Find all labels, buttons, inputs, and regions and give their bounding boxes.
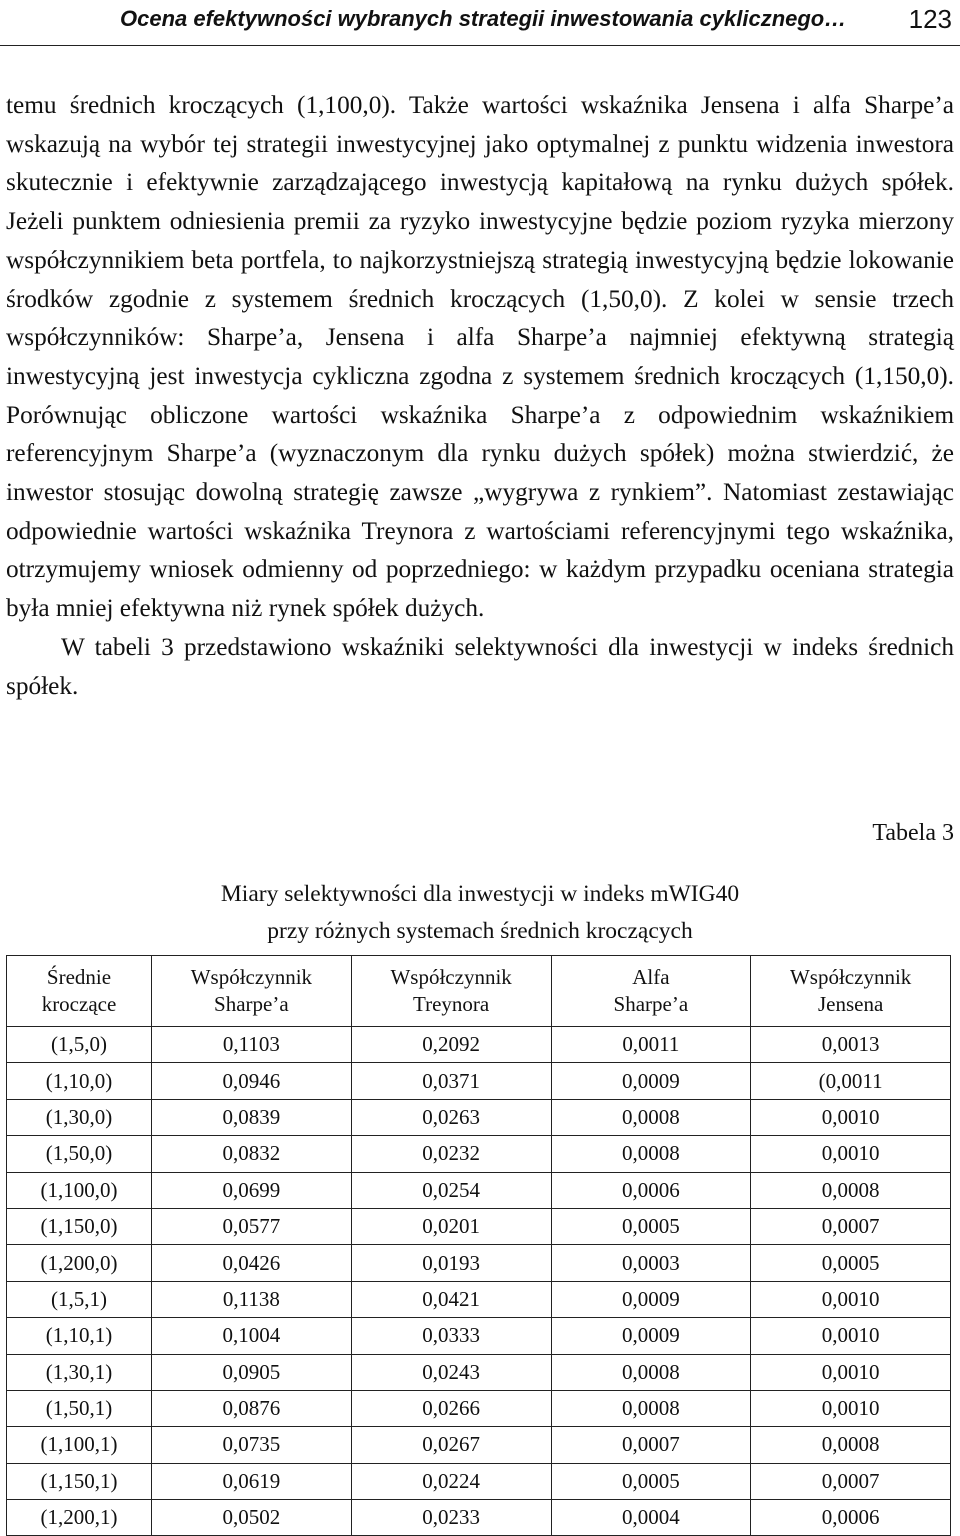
page-number: 123 (908, 4, 952, 34)
table-cell-value: 0,0201 (351, 1208, 551, 1244)
header-moving-averages (7, 956, 152, 1027)
table-cell-value: 0,0426 (152, 1245, 352, 1281)
table-cell-system: (1,50,0) (7, 1136, 152, 1172)
header-text: Sharpe’a (613, 992, 689, 1016)
table-caption-line-1: Miary selektywności dla inwestycji w indeks mWIG40 (220, 881, 740, 907)
table-header-row (7, 956, 951, 1027)
table-cell-system: (1,150,0) (7, 1208, 152, 1244)
header-text: Sharpe’a (214, 992, 289, 1016)
table-cell-value: 0,0010 (751, 1318, 951, 1354)
table-cell-value: 0,1103 (152, 1027, 352, 1063)
table-cell-value: 0,0011 (551, 1027, 751, 1063)
table-cell-value: 0,0224 (351, 1463, 551, 1499)
table-cell-value: 0,0009 (551, 1281, 751, 1317)
table-cell-system: (1,5,0) (7, 1027, 152, 1063)
table-cell-value: 0,0839 (152, 1099, 352, 1135)
table-cell-system: (1,100,0) (7, 1172, 152, 1208)
paragraph-1: temu średnich kroczących (1,100,0). Także wartości wskaźnika Jensena i alfa Sharpe’a wskazują na wybór tej strategii inwestycyjnej jako optymalnej z punktu widzenia inwestora skutecznie i efektywnie zarządzającego inwestycją kapitałową na rynku dużych spółek. Jeżeli punktem odniesienia premii za ryzyko inwestycyjne będzie poziom ryzyka mierzony współczynnikiem beta portfela, to najkorzystniejszą strategią inwestycyjną będzie lokowanie środków zgodnie z systemem średnich kroczących (1,50,0). Z kolei w sensie trzech współczynników: Sharpe’a, Jensena i alfa Sharpe’a najmniej efektywną strategią inwestycyjną jest inwestycja cykliczna zgodna z systemem średnich kroczących (1,150,0). Porównując obliczone wartości wskaźnika Sharpe’a z odpowiednim wskaźnikiem referencyjnym Sharpe’a (wyznaczonym dla rynku dużych spółek) można stwierdzić, że inwestor stosując dowolną strategię zawsze „wygrywa z rynkiem”. Natomiast zestawiając odpowiednie wartości wskaźnika Treynora z wartościami referencyjnymi tego wskaźnika, otrzymujemy wniosek odmienny od poprzedniego: w każdym przypadku oceniana strategia była mniej efektywna niż rynek spółek dużych. (6, 91, 954, 623)
table-cell-value: 0,0876 (152, 1390, 352, 1426)
table-cell-value: 0,0007 (551, 1427, 751, 1463)
table-cell-system: (1,200,1) (7, 1500, 152, 1536)
table-cell-system: (1,50,1) (7, 1390, 152, 1426)
table-cell-value: 0,0006 (751, 1500, 951, 1536)
running-header (0, 0, 960, 46)
table-cell-system: (1,10,1) (7, 1318, 152, 1354)
table-row (7, 1027, 951, 1063)
table-cell-value: 0,0013 (751, 1027, 951, 1063)
table-cell-value: 0,0243 (351, 1354, 551, 1390)
table-cell-system: (1,10,0) (7, 1063, 152, 1099)
header-text: kroczące (41, 992, 117, 1016)
table-caption-line-2: przy różnych systemach średnich kroczących (267, 918, 693, 944)
header-text: Współczynnik (789, 965, 912, 989)
table-cell-value: 0,0005 (551, 1463, 751, 1499)
table-cell-system: (1,150,1) (7, 1463, 152, 1499)
table-row (7, 1281, 951, 1317)
table-row (7, 1463, 951, 1499)
table-cell-value: 0,0905 (152, 1354, 352, 1390)
table-cell-value: 0,0010 (751, 1354, 951, 1390)
table-cell-value: 0,0010 (751, 1390, 951, 1426)
table-label: Tabela 3 (872, 820, 954, 846)
table-row (7, 1354, 951, 1390)
running-header-title: Ocena efektywności wybranych strategii inwestowania cyklicznego… (120, 6, 847, 31)
table-cell-value: 0,0371 (351, 1063, 551, 1099)
table-cell-value: 0,0008 (551, 1136, 751, 1172)
table-cell-value: 0,0009 (551, 1063, 751, 1099)
table-cell-value: 0,0832 (152, 1136, 352, 1172)
table-cell-value: 0,0005 (751, 1245, 951, 1281)
table-cell-system: (1,100,1) (7, 1427, 152, 1463)
header-text: Treynora (413, 992, 490, 1016)
table-cell-value: 0,0003 (551, 1245, 751, 1281)
header-sharpe (152, 956, 352, 1027)
table-row (7, 1172, 951, 1208)
header-text: Współczynnik (390, 965, 512, 989)
table-cell-value: 0,0008 (551, 1099, 751, 1135)
table-cell-value: 0,0193 (351, 1245, 551, 1281)
table-cell-value: 0,0699 (152, 1172, 352, 1208)
header-treynor (351, 956, 551, 1027)
table-cell-value: 0,0254 (351, 1172, 551, 1208)
table-row (7, 1390, 951, 1426)
table-cell-value: 0,0267 (351, 1427, 551, 1463)
paragraph-2: W tabeli 3 przedstawiono wskaźniki selektywności dla inwestycji w indeks średnich spółek. (6, 632, 954, 700)
header-text: Współczynnik (190, 965, 313, 989)
table-cell-system: (1,30,0) (7, 1099, 152, 1135)
table-cell-system: (1,5,1) (7, 1281, 152, 1317)
header-alfa-sharpe (551, 956, 751, 1027)
header-jensen (751, 956, 951, 1027)
table-cell-value: 0,0009 (551, 1318, 751, 1354)
table-cell-value: 0,0008 (551, 1354, 751, 1390)
table-cell-value: 0,1138 (152, 1281, 352, 1317)
table-cell-value: 0,0577 (152, 1208, 352, 1244)
table-cell-value: 0,0007 (751, 1463, 951, 1499)
table-cell-value: 0,0007 (751, 1208, 951, 1244)
table-row (7, 1063, 951, 1099)
table-row (7, 1208, 951, 1244)
table-cell-value: 0,0010 (751, 1136, 951, 1172)
table-cell-system: (1,200,0) (7, 1245, 152, 1281)
table-cell-value: 0,0006 (551, 1172, 751, 1208)
table-body (7, 1027, 951, 1536)
table-row (7, 1245, 951, 1281)
table-caption (0, 876, 960, 950)
table-cell-value: 0,0005 (551, 1208, 751, 1244)
table-cell-value: 0,0502 (152, 1500, 352, 1536)
table-cell-value: 0,0004 (551, 1500, 751, 1536)
header-text: Średnie (46, 965, 112, 989)
table-row (7, 1318, 951, 1354)
table-cell-value: 0,0232 (351, 1136, 551, 1172)
table-cell-value: 0,0008 (751, 1427, 951, 1463)
table-cell-value: 0,0333 (351, 1318, 551, 1354)
table-row (7, 1099, 951, 1135)
table-cell-value: 0,0735 (152, 1427, 352, 1463)
table-row (7, 1136, 951, 1172)
table-cell-value: 0,0010 (751, 1099, 951, 1135)
table-cell-value: 0,0233 (351, 1500, 551, 1536)
table-row (7, 1500, 951, 1536)
table-cell-value: (0,0011 (751, 1063, 951, 1099)
table-cell-value: 0,0619 (152, 1463, 352, 1499)
header-text: Jensena (817, 992, 884, 1016)
table-header (7, 956, 951, 1027)
table-cell-value: 0,0008 (551, 1390, 751, 1426)
table-cell-value: 0,0266 (351, 1390, 551, 1426)
header-text: Alfa (632, 965, 670, 989)
table-cell-value: 0,0010 (751, 1281, 951, 1317)
table-cell-system: (1,30,1) (7, 1354, 152, 1390)
selectivity-table (6, 955, 951, 1536)
table-cell-value: 0,1004 (152, 1318, 352, 1354)
table-cell-value: 0,0263 (351, 1099, 551, 1135)
table-cell-value: 0,0008 (751, 1172, 951, 1208)
table-cell-value: 0,2092 (351, 1027, 551, 1063)
table-cell-value: 0,0421 (351, 1281, 551, 1317)
table-cell-value: 0,0946 (152, 1063, 352, 1099)
table-row (7, 1427, 951, 1463)
body-text (6, 86, 954, 705)
